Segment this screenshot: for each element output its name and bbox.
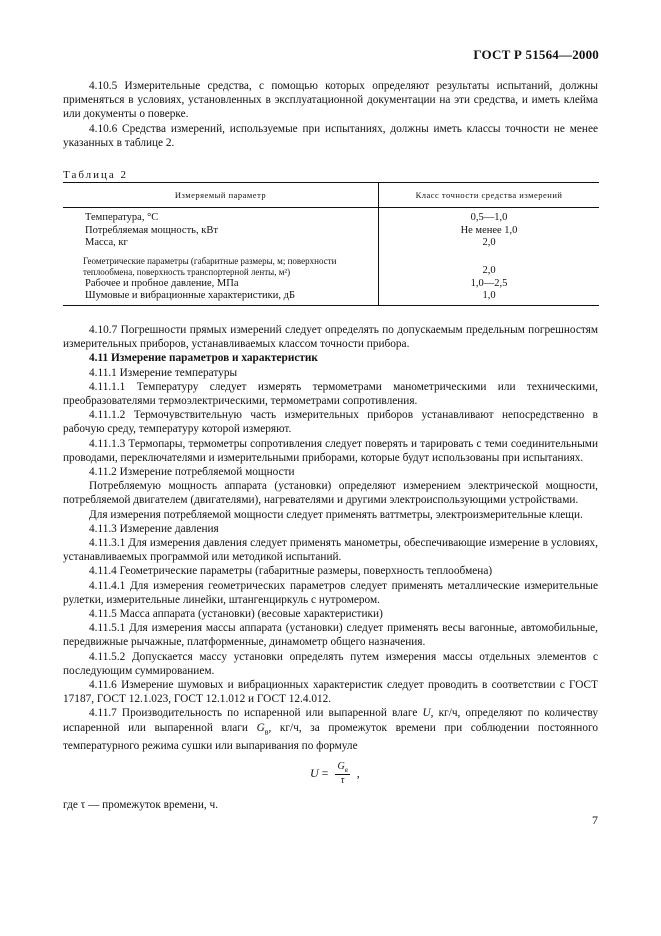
cell-accuracy: 1,0—2,5 — [470, 277, 508, 289]
page-number: 7 — [592, 813, 598, 827]
paragraph: 4.11.4 Геометрические параметры (габаритные размеры, поверхность теплообмена) — [89, 565, 493, 578]
formula-fraction — [335, 761, 349, 786]
paragraph: 4.10.6 Средства измерений, используемые при испытаниях, должны иметь классы точности не менее указанных в таблице 2. — [63, 122, 598, 149]
paragraph: 4.11.3.1 Для измерения давления следует применять манометры, обеспечивающие измерение в условиях, устанавливаемых программой или методикой испытаний. — [63, 537, 598, 564]
paragraph: 4.11.6 Измерение шумовых и вибрационных характеристик следует проводить в соответствии с ГОСТ 17187, ГОСТ 12.1.023, ГОСТ 12.1.012 и ГОСТ 12.4.012. — [63, 679, 598, 706]
body-paragraphs — [63, 323, 598, 753]
table-row — [63, 237, 599, 250]
cell-parameter: Масса, кг — [63, 237, 379, 250]
table-caption: Таблица 2 — [63, 169, 129, 181]
paragraph: 4.11.3 Измерение давления — [89, 522, 219, 535]
formula-eq: = — [321, 766, 329, 780]
table-row — [63, 290, 599, 305]
formula-numerator: $G_в$ — [337, 761, 348, 774]
formula-explanation: где τ — промежуток времени, ч. — [63, 799, 219, 811]
intro-paragraphs — [63, 79, 598, 150]
paragraph: 4.11.4.1 Для измерения геометрических параметров следует применять металлические измерительные рулетки, измерительные линейки, штангенциркуль с нутромером. — [63, 579, 598, 606]
document-id: ГОСТ Р 51564—2000 — [473, 47, 599, 62]
formula — [310, 761, 360, 786]
paragraph: 4.11.1.1 Температуру следует измерять термометрами манометрическими или техническими, преобразователями термоэлектрическими, термометрами сопротивления. — [63, 380, 598, 408]
cell-accuracy: 2,0 — [482, 265, 496, 276]
table-header-row — [63, 183, 599, 208]
table-row — [63, 225, 599, 238]
column-header-accuracy: Класс точности средства измерений — [379, 183, 600, 208]
formula-tail: , — [356, 766, 360, 780]
formula-lhs: U — [310, 766, 319, 780]
table-row — [63, 278, 599, 291]
paragraph: Потребляемую мощность аппарата (установки) определяют измерением электрической мощности, потребляемой двигателем (двигателями), нагревателями и другими электроиспользующими устройствами. — [63, 480, 598, 507]
accuracy-table — [63, 182, 599, 306]
paragraph: 4.11.2 Измерение потребляемой мощности — [89, 466, 295, 479]
table-row — [63, 250, 599, 278]
section-heading: 4.11 Измерение параметров и характеристик — [89, 352, 318, 365]
paragraph: 4.11.1 Измерение температуры — [89, 366, 238, 379]
paragraph: Для измерения потребляемой мощности следует применять ваттметры, электроизмерительные клещи. — [89, 508, 583, 521]
paragraph: 4.10.5 Измерительные средства, с помощью которых определяют результаты испытаний, должны применяться в условиях, установленных в эксплуатационной документации на эти средства, и иметь клейма или документы о поверке. — [63, 80, 598, 121]
cell-accuracy: 0,5—1,0 — [470, 212, 508, 223]
paragraph: 4.10.7 Погрешности прямых измерений следует определять по допускаемым предельным погрешностям измерительных приборов, устанавливаемых классом точности прибора. — [63, 324, 598, 351]
paragraph: 4.11.1.3 Термопары, термометры сопротивления следует поверять и тарировать с теми соединительными проводами, переключателями и измерительными приборами, которые будут использованы при испытаниях. — [63, 437, 598, 464]
cell-parameter: Шумовые и вибрационные характеристики, дБ — [63, 290, 379, 305]
cell-parameter: Потребляемая мощность, кВт — [63, 225, 379, 238]
cell-accuracy: 1,0 — [379, 290, 600, 305]
paragraph: 4.11.1.2 Термочувствительную часть измерительных приборов устанавливают непосредственно в рабочую среду, температуру которой измеряют. — [63, 409, 598, 436]
cell-parameter: Температура, °С — [63, 208, 379, 225]
cell-parameter: Геометрические параметры (габаритные размеры, м; поверхности теплообмена, поверхность транспортерной ленты, м²) — [63, 250, 379, 278]
paragraph: 4.11.5.1 Для измерения массы аппарата (установки) следует применять весы вагонные, автомобильные, передвижные рычажные, платформенные, динамометр общего назначения. — [63, 622, 598, 649]
paragraph: 4.11.5.2 Допускается массу установки определять путем измерения массы отдельных элементов с последующим суммированием. — [63, 650, 598, 677]
formula-denominator: τ — [340, 775, 345, 786]
cell-parameter: Рабочее и пробное давление, МПа — [63, 278, 379, 291]
paragraph-4-11-7: 4.11.7 Производительность по испаренной или выпаренной влаге U, кг/ч, определяют по количеству испаренной или выпаренной влаги $G_в$, кг/ч, за промежуток времени при соблюдении постоянного температурного режима сушки или выпаривания по формуле — [63, 707, 598, 753]
table-row — [63, 208, 599, 225]
column-header-parameter: Измеряемый параметр — [63, 183, 379, 208]
paragraph: 4.11.5 Масса аппарата (установки) (весовые характеристики) — [89, 608, 383, 621]
cell-accuracy: 2,0 — [482, 237, 496, 248]
cell-accuracy: Не менее 1,0 — [460, 224, 518, 236]
